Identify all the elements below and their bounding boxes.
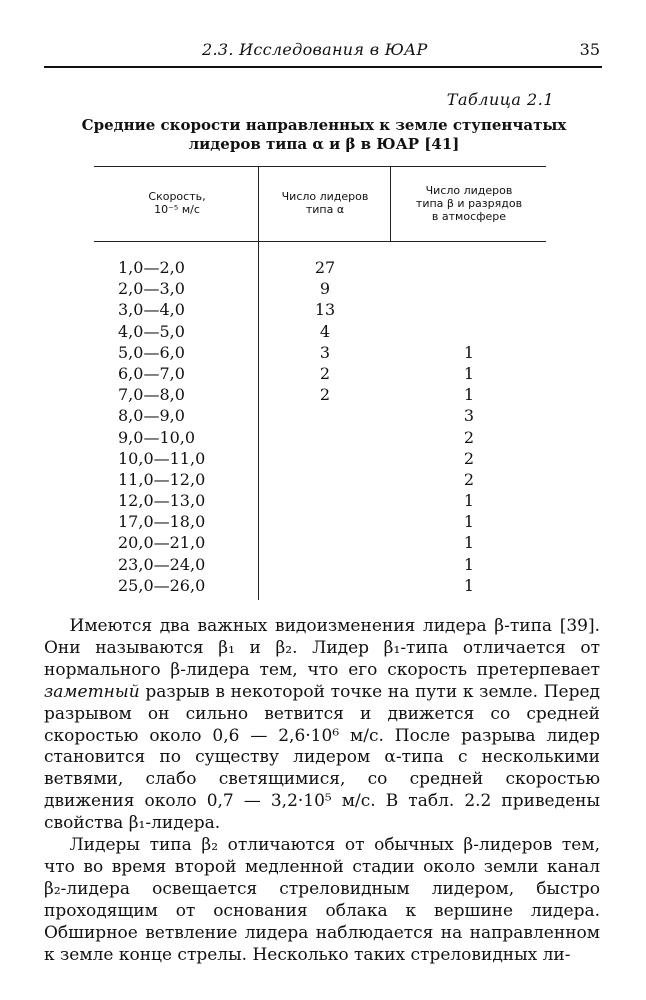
table-row bbox=[0, 491, 646, 512]
column-header-alpha-line1: Число лидеров bbox=[281, 190, 369, 203]
table-column-divider-2 bbox=[390, 166, 391, 242]
column-header-alpha bbox=[262, 190, 388, 216]
table-top-rule bbox=[94, 166, 546, 167]
cell-speed: 23,0—24,0 bbox=[118, 554, 206, 574]
table-row bbox=[0, 300, 646, 321]
cell-speed: 1,0—2,0 bbox=[118, 258, 185, 277]
cell-alpha: 3 bbox=[319, 342, 331, 362]
cell-beta: 1 bbox=[463, 512, 475, 532]
paragraph-1 bbox=[44, 616, 600, 835]
cell-speed: 9,0—10,0 bbox=[118, 427, 196, 447]
paragraph-1-text-a: Имеются два важных видоизменения лидера β-типа [39]. Они называются β₁ и β₂. Лидер β₁-типа отличается от нормального β-лидера тем, что его скорость претерпевает bbox=[44, 616, 600, 680]
cell-beta: 1 bbox=[463, 533, 475, 553]
paragraph-1-text-b: разрыв в некоторой точке на пути к земле. Перед разрывом он сильно ветвится и движется со средней скоростью около 0,6 — 2,6·10⁶ м/с. После разрыва лидер становится по существу лидером α-типа с несколькими ветвями, слабо светящимися, со средней скоростью движения около 0,7 — 3,2·10⁵ м/с. В табл. 2.2 приведены свойства β₁-лидера. bbox=[44, 681, 600, 834]
table-header-rule bbox=[94, 241, 546, 242]
paragraph-1-emphasis: заметный bbox=[44, 681, 140, 702]
table-label: Таблица 2.1 bbox=[446, 90, 554, 109]
cell-speed: 8,0—9,0 bbox=[118, 406, 185, 426]
cell-alpha: 13 bbox=[314, 300, 336, 320]
table-row bbox=[0, 555, 646, 576]
cell-beta: 2 bbox=[463, 427, 475, 447]
cell-alpha: 2 bbox=[319, 385, 331, 405]
header-rule bbox=[44, 66, 602, 68]
table-row bbox=[0, 279, 646, 300]
cell-speed: 10,0—11,0 bbox=[118, 448, 206, 468]
body-text bbox=[44, 616, 600, 967]
table-row bbox=[0, 512, 646, 533]
running-header bbox=[44, 38, 600, 62]
cell-speed: 20,0—21,0 bbox=[118, 533, 206, 553]
cell-alpha: 4 bbox=[319, 321, 331, 341]
cell-beta: 1 bbox=[463, 385, 475, 405]
table-caption bbox=[60, 116, 588, 154]
table-row bbox=[0, 385, 646, 406]
cell-beta: 1 bbox=[463, 491, 475, 511]
column-header-speed bbox=[104, 190, 250, 216]
table-row bbox=[0, 470, 646, 491]
table-row bbox=[0, 364, 646, 385]
cell-beta: 2 bbox=[463, 448, 475, 468]
cell-beta: 1 bbox=[463, 575, 475, 595]
cell-beta: 1 bbox=[463, 554, 475, 574]
table-row bbox=[0, 576, 646, 597]
cell-beta: 1 bbox=[463, 363, 475, 383]
cell-beta: 3 bbox=[463, 406, 475, 426]
table-row bbox=[0, 533, 646, 554]
cell-speed: 6,0—7,0 bbox=[118, 363, 185, 383]
cell-speed: 12,0—13,0 bbox=[118, 491, 206, 511]
section-title: 2.3. Исследования в ЮАР bbox=[202, 40, 428, 59]
column-header-beta-line3: в атмосфере bbox=[431, 210, 507, 223]
column-header-beta-line1: Число лидеров bbox=[425, 184, 513, 197]
cell-alpha: 9 bbox=[319, 279, 331, 299]
table-row bbox=[0, 258, 646, 279]
table-caption-line1: Средние скорости направленных к земле ступенчатых bbox=[81, 116, 567, 134]
table-row bbox=[0, 406, 646, 427]
column-header-speed-line2: 10⁻⁵ м/с bbox=[154, 203, 200, 216]
table-row bbox=[0, 428, 646, 449]
cell-speed: 5,0—6,0 bbox=[118, 342, 185, 362]
cell-beta: 2 bbox=[463, 469, 475, 489]
column-header-beta bbox=[394, 184, 544, 223]
column-header-beta-line2: типа β и разрядов bbox=[415, 197, 523, 210]
cell-speed: 3,0—4,0 bbox=[118, 300, 185, 320]
cell-alpha: 2 bbox=[319, 363, 331, 383]
cell-speed: 25,0—26,0 bbox=[118, 575, 206, 595]
table-caption-line2: лидеров типа α и β в ЮАР [41] bbox=[188, 135, 460, 153]
table-body bbox=[0, 258, 646, 597]
column-header-speed-line1: Скорость, bbox=[148, 190, 206, 203]
paragraph-2: Лидеры типа β₂ отличаются от обычных β-лидеров тем, что во время второй медленной стадии около земли канал β₂-лидера освещается стреловидным лидером, быстро проходящим от основания облака к вершине лидера. Обширное ветвление лидера наблюдается на направленном к земле конце стрелы. Несколько таких стреловидных ли- bbox=[44, 835, 600, 965]
table-row bbox=[0, 449, 646, 470]
cell-speed: 2,0—3,0 bbox=[118, 279, 185, 299]
page-number: 35 bbox=[579, 40, 600, 59]
table-row bbox=[0, 343, 646, 364]
cell-speed: 4,0—5,0 bbox=[118, 321, 185, 341]
cell-speed: 11,0—12,0 bbox=[118, 469, 206, 489]
cell-alpha: 27 bbox=[314, 258, 336, 277]
cell-speed: 7,0—8,0 bbox=[118, 385, 185, 405]
cell-speed: 17,0—18,0 bbox=[118, 512, 206, 532]
cell-beta: 1 bbox=[463, 342, 475, 362]
column-header-alpha-line2: типа α bbox=[305, 203, 345, 216]
table-row bbox=[0, 322, 646, 343]
